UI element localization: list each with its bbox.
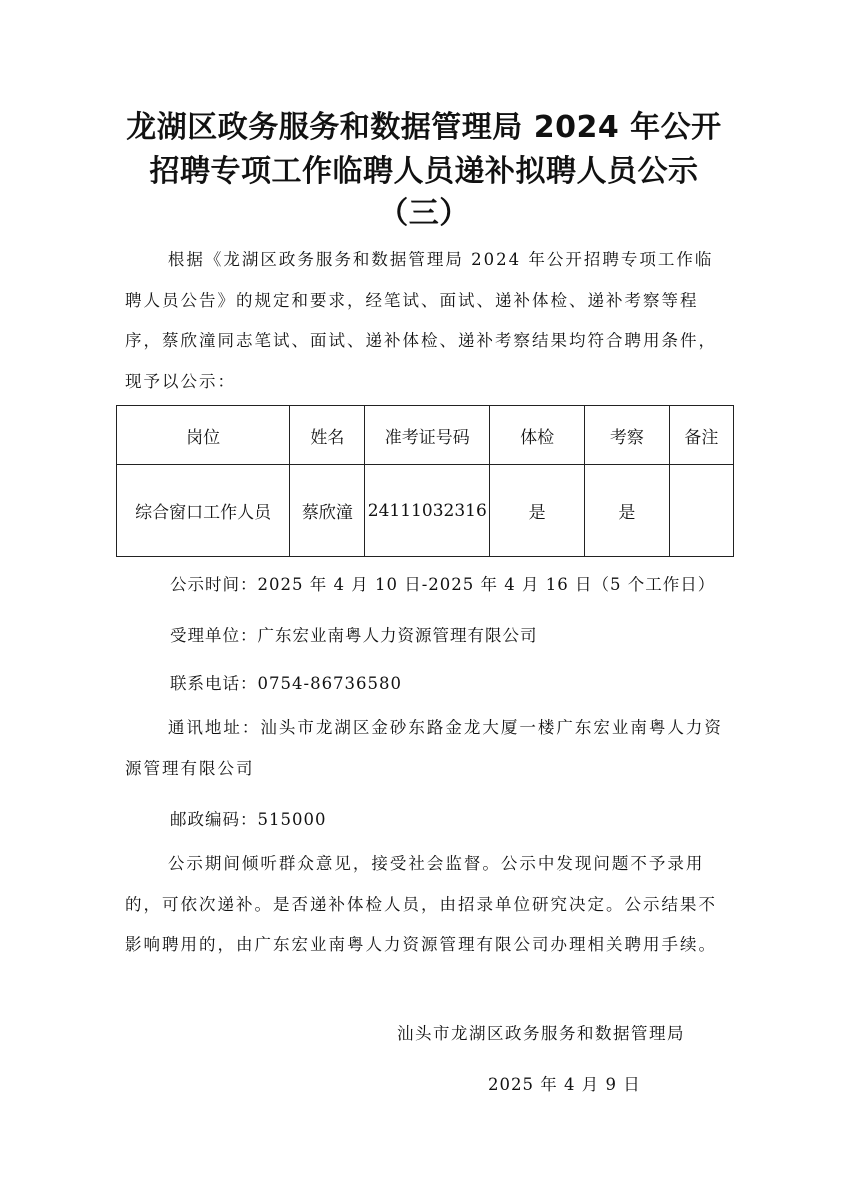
publicity-notice: 公示期间倾听群众意见，接受社会监督。公示中发现问题不予录用的，可依次递补。是否递补体检人员，由招录单位研究决定。公示结果不影响聘用的，由广东宏业南粤人力资源管理有限公司办理相关聘用手续。 <box>125 854 717 954</box>
header-exam-number: 准考证号码 <box>365 406 490 465</box>
signature-organization: 汕头市龙湖区政务服务和数据管理局 <box>397 1024 685 1043</box>
contact-phone: 联系电话：0754-86736580 <box>170 674 403 693</box>
document-title-line-1: 龙湖区政务服务和数据管理局 2024 年公开 <box>126 110 722 145</box>
cell-position: 综合窗口工作人员 <box>117 465 290 557</box>
postal-code: 邮政编码：515000 <box>170 810 327 829</box>
cell-name: 蔡欣潼 <box>290 465 365 557</box>
intro-paragraph: 根据《龙湖区政务服务和数据管理局 2024 年公开招聘专项工作临聘人员公告》的规定和要求，经笔试、面试、递补体检、递补考察等程序，蔡欣潼同志笔试、面试、递补体检、递补考察结果均符合聘用条件，现予以公示： <box>125 250 717 391</box>
publicity-time: 公示时间：2025 年 4 月 10 日-2025 年 4 月 16 日（5 个工作日） <box>170 575 716 594</box>
cell-remarks <box>669 465 733 557</box>
header-remarks: 备注 <box>669 406 733 465</box>
header-assessment: 考察 <box>584 406 669 465</box>
document-title-line-3: （三） <box>378 196 470 231</box>
header-position: 岗位 <box>117 406 290 465</box>
header-medical-check: 体检 <box>490 406 585 465</box>
cell-assessment: 是 <box>584 465 669 557</box>
table-header-row <box>117 406 734 465</box>
candidate-table <box>116 405 734 557</box>
handling-unit: 受理单位：广东宏业南粤人力资源管理有限公司 <box>170 626 538 645</box>
table-row <box>117 465 734 557</box>
header-name: 姓名 <box>290 406 365 465</box>
signature-date: 2025 年 4 月 9 日 <box>488 1075 641 1094</box>
cell-medical-check: 是 <box>490 465 585 557</box>
cell-exam-number: 24111032316 <box>365 465 490 557</box>
document-title-line-2: 招聘专项工作临聘人员递补拟聘人员公示 <box>149 154 699 189</box>
mailing-address: 通讯地址：汕头市龙湖区金砂东路金龙大厦一楼广东宏业南粤人力资源管理有限公司 <box>125 718 723 778</box>
